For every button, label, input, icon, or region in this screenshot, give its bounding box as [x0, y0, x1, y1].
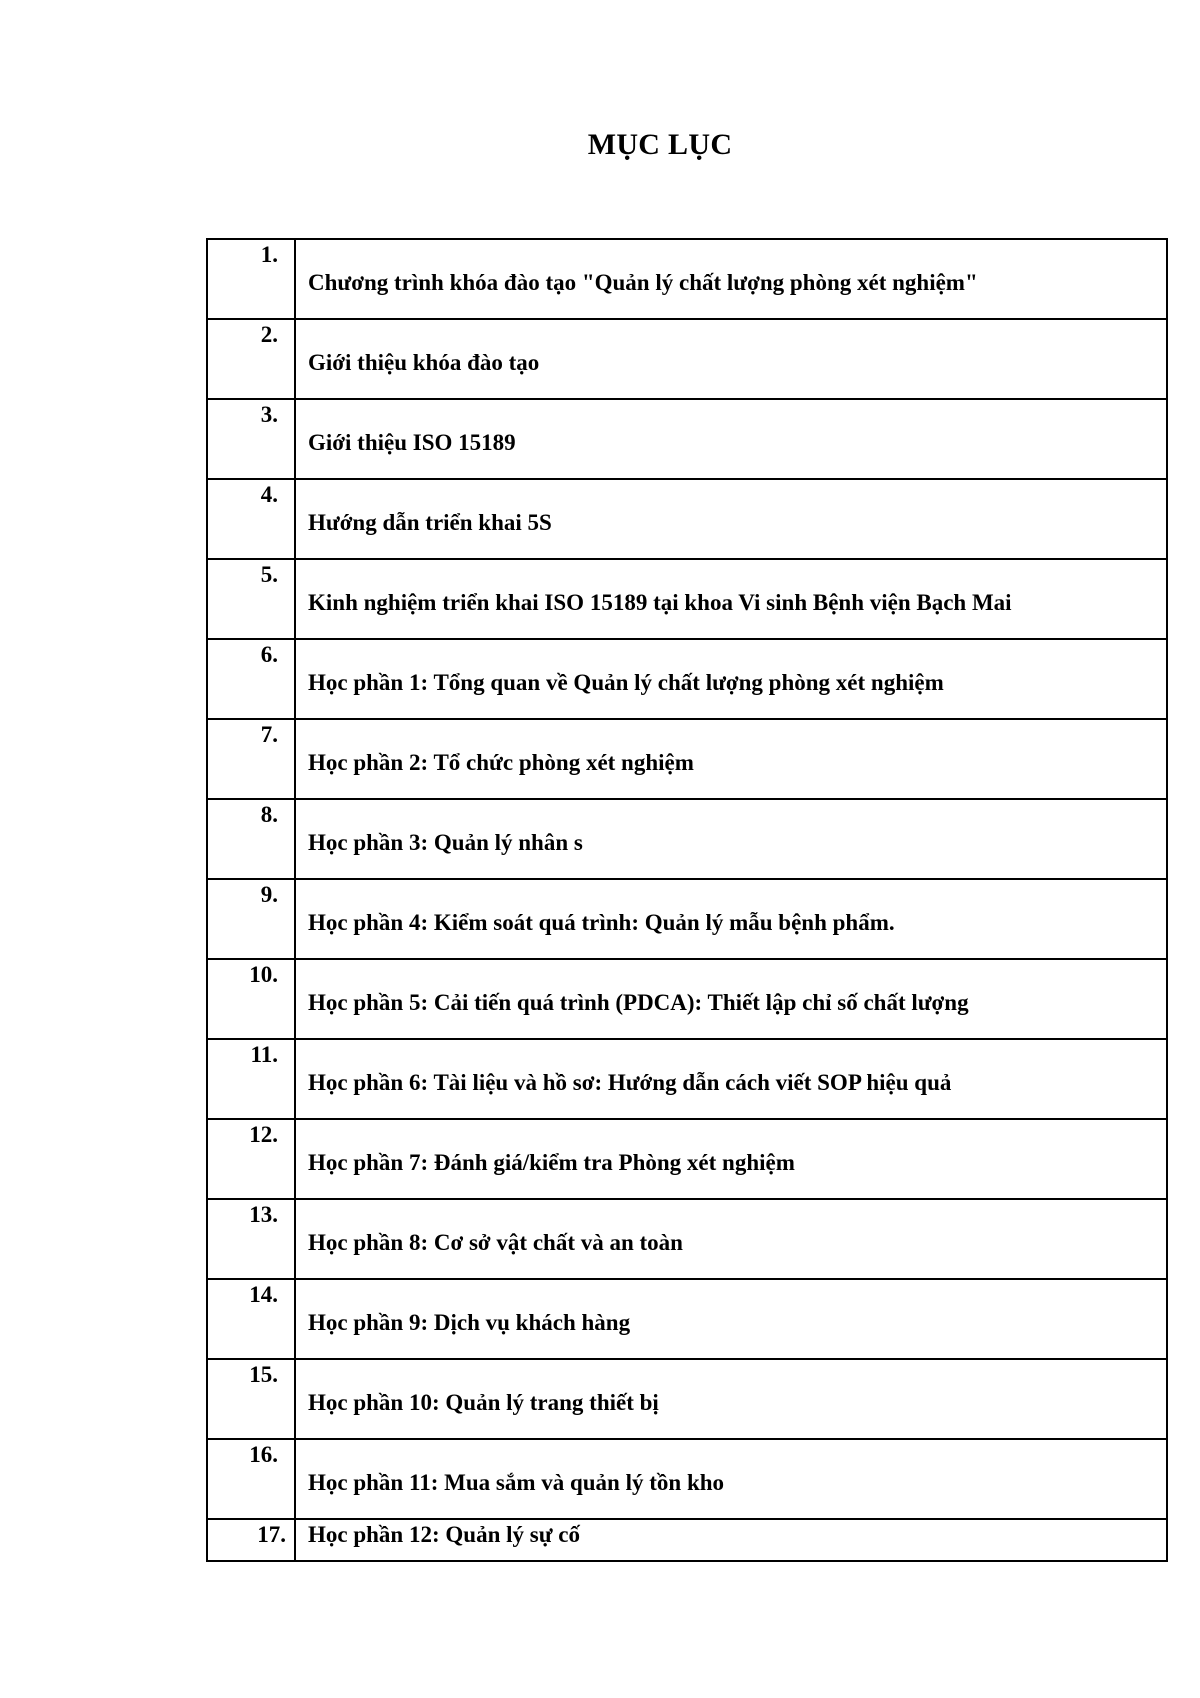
toc-title: Học phần 12: Quản lý sự cố: [308, 1522, 580, 1547]
toc-row: [207, 1359, 1167, 1439]
toc-number: 7.: [260, 722, 278, 747]
toc-number: 2.: [260, 322, 278, 347]
toc-title: Học phần 1: Tổng quan về Quản lý chất lượng phòng xét nghiệm: [308, 670, 944, 695]
toc-row: [207, 639, 1167, 719]
toc-title: Giới thiệu ISO 15189: [308, 430, 516, 455]
toc-title-cell: [295, 479, 1167, 559]
toc-number-cell: [207, 1279, 295, 1359]
toc-title-cell: [295, 1039, 1167, 1119]
toc-number: 16.: [249, 1442, 278, 1467]
toc-number: 9.: [260, 882, 278, 907]
toc-number-cell: [207, 1359, 295, 1439]
toc-number: 4.: [260, 482, 278, 507]
toc-title-cell: [295, 1279, 1167, 1359]
toc-row: [207, 879, 1167, 959]
toc-title: Kinh nghiệm triển khai ISO 15189 tại khoa Vi sinh Bệnh viện Bạch Mai: [308, 590, 1012, 615]
toc-title: Học phần 8: Cơ sở vật chất và an toàn: [308, 1230, 683, 1255]
toc-title-cell: [295, 319, 1167, 399]
toc-number-cell: [207, 1119, 295, 1199]
toc-number: 6.: [260, 642, 278, 667]
toc-number: 12.: [249, 1122, 278, 1147]
toc-row: [207, 1439, 1167, 1519]
toc-number-cell: [207, 319, 295, 399]
toc-title: Học phần 11: Mua sắm và quản lý tồn kho: [308, 1470, 725, 1495]
toc-row: [207, 1039, 1167, 1119]
toc-number: 3.: [260, 402, 278, 427]
toc-title-cell: [295, 1359, 1167, 1439]
toc-number: 17.: [257, 1522, 286, 1547]
toc-title: Học phần 2: Tổ chức phòng xét nghiệm: [308, 750, 694, 775]
toc-number-cell: [207, 399, 295, 479]
toc-row: [207, 399, 1167, 479]
table-of-contents: [206, 238, 1168, 1562]
toc-body: [207, 239, 1167, 1561]
toc-title-cell: [295, 799, 1167, 879]
toc-number: 15.: [249, 1362, 278, 1387]
toc-number-cell: [207, 1039, 295, 1119]
toc-number-cell: [207, 879, 295, 959]
toc-title-cell: [295, 239, 1167, 319]
toc-row: [207, 1519, 1167, 1561]
toc-row: [207, 479, 1167, 559]
toc-title: Học phần 6: Tài liệu và hồ sơ: Hướng dẫn cách viết SOP hiệu quả: [308, 1070, 952, 1095]
toc-row: [207, 1279, 1167, 1359]
toc-number: 11.: [250, 1042, 278, 1067]
toc-number: 10.: [249, 962, 278, 987]
toc-title-cell: [295, 399, 1167, 479]
toc-number: 14.: [249, 1282, 278, 1307]
toc-number-cell: [207, 959, 295, 1039]
toc-title: Hướng dẫn triển khai 5S: [308, 510, 552, 535]
toc-title-cell: [295, 1199, 1167, 1279]
toc-title-cell: [295, 559, 1167, 639]
toc-title-cell: [295, 639, 1167, 719]
toc-number-cell: [207, 559, 295, 639]
toc-row: [207, 239, 1167, 319]
toc-number: 8.: [260, 802, 278, 827]
toc-number-cell: [207, 479, 295, 559]
toc-title: Chương trình khóa đào tạo "Quản lý chất lượng phòng xét nghiệm": [308, 270, 978, 295]
toc-row: [207, 719, 1167, 799]
toc-title: Học phần 3: Quản lý nhân s: [308, 830, 583, 855]
toc-row: [207, 1199, 1167, 1279]
toc-number-cell: [207, 239, 295, 319]
toc-row: [207, 959, 1167, 1039]
toc-number-cell: [207, 719, 295, 799]
toc-number-cell: [207, 639, 295, 719]
page-title: MỤC LỤC: [587, 128, 733, 161]
toc-number: 1.: [260, 242, 278, 267]
toc-row: [207, 1119, 1167, 1199]
toc-number: 13.: [249, 1202, 278, 1227]
toc-title: Giới thiệu khóa đào tạo: [308, 350, 540, 375]
toc-number: 5.: [260, 562, 278, 587]
toc-title-cell: [295, 1119, 1167, 1199]
toc-title-cell: [295, 1519, 1167, 1561]
toc-number-cell: [207, 799, 295, 879]
toc-row: [207, 559, 1167, 639]
toc-title-cell: [295, 959, 1167, 1039]
toc-title-cell: [295, 879, 1167, 959]
toc-title-cell: [295, 719, 1167, 799]
toc-title: Học phần 4: Kiểm soát quá trình: Quản lý mẫu bệnh phẩm.: [308, 910, 895, 935]
toc-title: Học phần 7: Đánh giá/kiểm tra Phòng xét nghiệm: [308, 1150, 795, 1175]
toc-title: Học phần 5: Cải tiến quá trình (PDCA): Thiết lập chỉ số chất lượng: [308, 990, 969, 1015]
toc-title: Học phần 9: Dịch vụ khách hàng: [308, 1310, 631, 1335]
toc-number-cell: [207, 1439, 295, 1519]
toc-number-cell: [207, 1199, 295, 1279]
toc-row: [207, 799, 1167, 879]
toc-row: [207, 319, 1167, 399]
toc-number-cell: [207, 1519, 295, 1561]
toc-title-cell: [295, 1439, 1167, 1519]
toc-title: Học phần 10: Quản lý trang thiết bị: [308, 1390, 659, 1415]
